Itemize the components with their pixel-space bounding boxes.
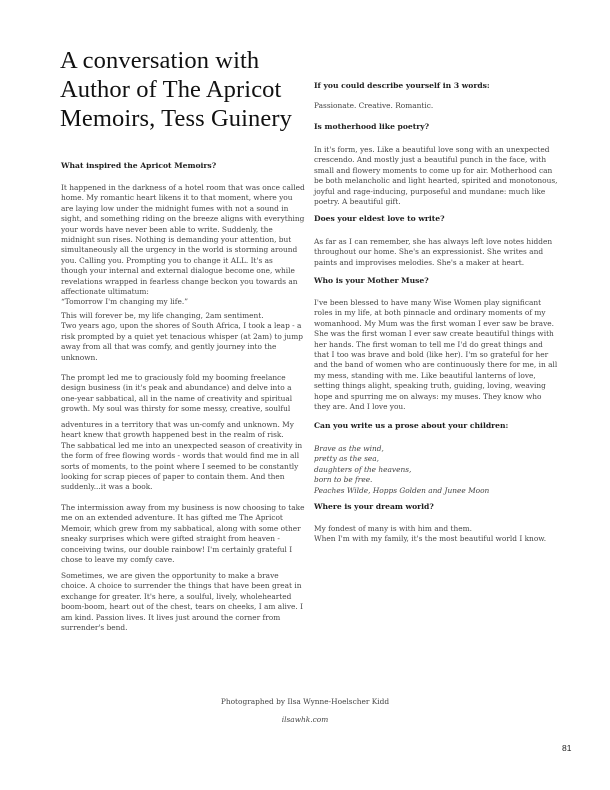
text-line: womanhood. My Mum was the first woman I ever saw be brave. (314, 318, 554, 328)
text-line: Memoir, which grew from my sabbatical, along with some other (61, 523, 301, 533)
question-poetry: Is motherhood like poetry? (314, 122, 430, 131)
text-line: revelations wrapped in fearless change beckon you towards an (61, 276, 298, 286)
text-line: they are. And I love you. (314, 402, 406, 412)
text-line: crescendo. And mostly just a beautiful punch in the face, with (314, 155, 547, 165)
answer-prose (314, 444, 559, 496)
question-eldest: Does your eldest love to write? (314, 214, 445, 223)
text-line: daughters of the heavens, (314, 464, 412, 474)
text-line: affectionate ultimatum: (61, 287, 149, 297)
answer-paragraph (61, 503, 306, 565)
question-prose: Can you write us a prose about your children: (314, 421, 509, 430)
title-line: A conversation with (60, 47, 260, 74)
text-line: unknown. (61, 352, 98, 362)
text-line: It happened in the darkness of a hotel room that was once called (61, 183, 305, 192)
text-line: am kind. Passion lives. It lives just around the corner from (61, 612, 281, 622)
answer-paragraph (61, 571, 306, 633)
text-line: your words have never been able to write. Suddenly, the (61, 224, 273, 234)
text-line: joyful and rage-inducing, purposeful and mundane: much like (314, 186, 546, 196)
text-line: Sometimes, we are given the opportunity to make a brave (61, 571, 279, 580)
website-link[interactable]: ilsawhk.com (281, 715, 329, 724)
text-line: As far as I can remember, she has always left love notes hidden (314, 237, 553, 246)
text-line: exchange for greater. It's here, a soulful, lively, wholehearted (61, 591, 292, 601)
article-title (60, 46, 300, 133)
text-line: I've been blessed to have many Wise Women play significant (314, 298, 542, 307)
text-line: born to be free. (314, 475, 373, 485)
text-line: home. My romantic heart likens it to that moment, where you (61, 193, 293, 203)
text-line: heart knew that growth happened best in the realm of risk. (61, 430, 284, 440)
page-number: 81 (562, 743, 572, 753)
text-line: one-year sabbatical, all in the name of creativity and spiritual (61, 393, 293, 403)
text-line: that I too was brave and bold (like her). I'm so grateful for her (314, 350, 549, 360)
text-line: be both melancholic and light hearted, spirited and monotonous, (314, 176, 558, 186)
text-line: boom-boom, heart out of the chest, tears on cheeks, I am alive. I (61, 602, 304, 612)
answer-paragraph (61, 420, 306, 493)
text-line: The intermission away from my business is now choosing to take (61, 503, 305, 512)
text-line: simultaneously all the urgency in the world is storming around (61, 245, 298, 255)
question-describe: If you could describe yourself in 3 words: (314, 81, 490, 90)
answer-poetry (314, 145, 559, 207)
answer-paragraph (61, 183, 306, 308)
text-line: away from all that was comfy, and gently journey into the (61, 342, 277, 352)
question-muse: Who is your Mother Muse? (314, 276, 429, 285)
text-line: When I'm with my family, it's the most beautiful world I know. (314, 534, 547, 544)
text-line: surrender's bend. (61, 623, 128, 633)
text-line: are laying low under the midnight fumes with not a sound in (61, 203, 289, 213)
text-line: conceiving twins, our double rainbow! I'm certainly grateful I (61, 544, 293, 554)
text-line: poetry. A beautiful gift. (314, 197, 401, 207)
text-line: design business (in it's peak and abundance) and delve into a (61, 383, 292, 393)
text-line: midnight sun rises. Nothing is demanding your attention, but (61, 235, 292, 245)
text-line: My fondest of many is with him and them. (314, 524, 472, 533)
text-line: hope and spurring me on always: my muses. They know who (314, 391, 542, 401)
text-line: though your internal and external dialogue become one, while (61, 266, 295, 276)
answer-muse (314, 298, 559, 412)
text-line: small and flowery moments to come up for air. Motherhood can (314, 165, 553, 175)
answer-dream (314, 524, 559, 545)
text-line: Peaches Wilde, Hopps Golden and Junee Moon (314, 485, 490, 495)
photo-credit: Photographed by Ilsa Wynne-Hoelscher Kidd (220, 697, 390, 706)
text-line: her hands. The first woman to tell me I'd do great things and (314, 339, 543, 349)
text-line: “Tomorrow I'm changing my life.” (61, 297, 189, 307)
title-line: Memoirs, Tess Guinery (60, 105, 292, 132)
title-line: Author of The Apricot (60, 76, 282, 103)
question-inspiration: What inspired the Apricot Memoirs? (61, 161, 217, 170)
text-line: sorts of moments, to the point where I seemed to be constantly (61, 461, 299, 471)
text-line: Brave as the wind, (314, 444, 384, 453)
answer-paragraph (61, 311, 306, 363)
text-line: risk prompted by a quiet yet tenacious whisper (at 2am) to jump (61, 331, 303, 341)
text-line: She was the first woman I ever saw create beautiful things with (314, 329, 554, 339)
text-line: paints and improvises melodies. She's a maker at heart. (314, 257, 525, 267)
text-line: my mess, standing with me. Like beautiful lanterns of love, (314, 370, 536, 380)
text-line: setting things alight, speaking truth, guiding, loving, weaving (314, 381, 546, 391)
text-line: pretty as the sea, (314, 454, 380, 464)
text-line: you. Calling you. Prompting you to change it ALL. It's as (61, 255, 273, 265)
text-line: The prompt led me to graciously fold my booming freelance (61, 373, 286, 382)
text-line: sight, and something riding on the breeze aligns with everything (61, 214, 305, 224)
answer-describe: Passionate. Creative. Romantic. (314, 101, 434, 110)
text-line: suddenly...it was a book. (61, 482, 153, 492)
text-line: chose to leave my comfy cave. (61, 555, 175, 565)
answer-eldest (314, 237, 559, 268)
question-dream: Where is your dream world? (314, 502, 434, 511)
text-line: In it's form, yes. Like a beautiful love song with an unexpected (314, 145, 550, 154)
text-line: adventures in a territory that was un-comfy and unknown. My (61, 420, 294, 429)
answer-paragraph (61, 373, 306, 415)
text-line: choice. A choice to surrender the things that have been great in (61, 581, 302, 591)
text-line: looking for scrap pieces of paper to contain them. And then (61, 472, 285, 482)
text-line: the form of free flowing words - words that would find me in all (61, 451, 300, 461)
text-line: roles in my life, at both pinnacle and ordinary moments of my (314, 308, 546, 318)
text-line: The sabbatical led me into an unexpected season of creativity in (61, 440, 303, 450)
text-line: sneaky surprises which were gifted straight from heaven - (61, 534, 280, 544)
text-line: Two years ago, upon the shores of South Africa, I took a leap - a (61, 321, 302, 331)
text-line: throughout our home. She's an expressionist. She writes and (314, 247, 544, 257)
text-line: me on an extended adventure. It has gifted me The Apricot (61, 513, 283, 523)
text-line: This will forever be, my life changing, 2am sentiment. (61, 311, 264, 320)
text-line: and the band of women who are continuously there for me, in all (314, 360, 558, 370)
text-line: growth. My soul was thirsty for some messy, creative, soulful (61, 404, 291, 414)
